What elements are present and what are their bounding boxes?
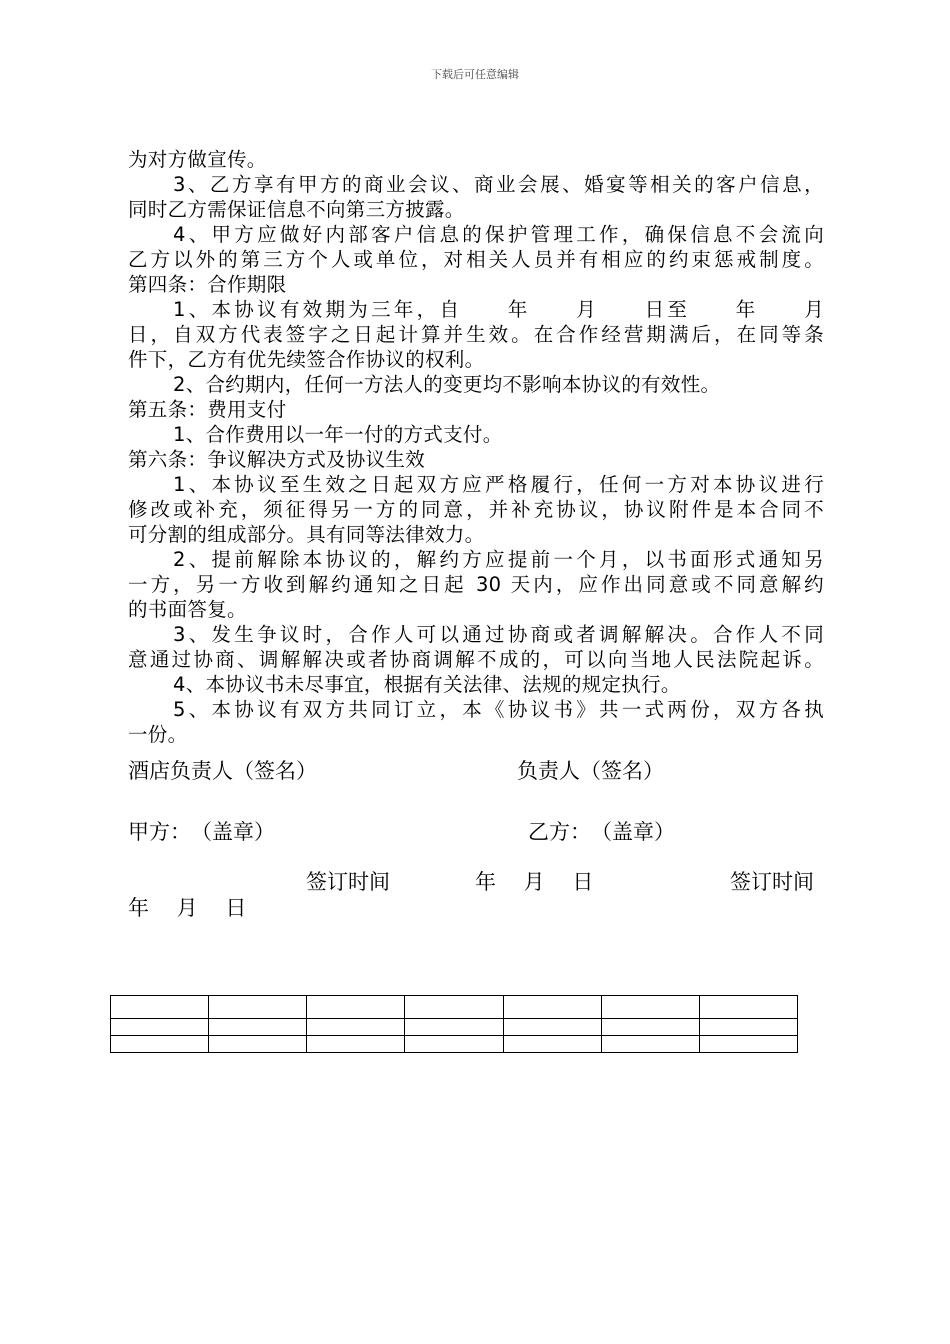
party-b-seal-label: 乙方： （盖章） [528,820,675,844]
party-a-seal-label: 甲方： （盖章） [128,820,275,844]
footer-table [110,995,798,1053]
table-cell [209,996,307,1019]
paragraph-line: 一方，另一方收到解约通知之日起 30 天内，应作出同意或不同意解约 [128,573,824,596]
paragraph-line: 件下，乙方有优先续签合作协议的权利。 [128,348,485,371]
paragraph-line: 3、乙方享有甲方的商业会议、商业会展、婚宴等相关的客户信息， [173,173,824,196]
table-cell [503,1036,601,1053]
paragraph-line: 1、本协议有效期为三年，自 年 月 日至 年 月 [173,298,824,321]
paragraph-line: 为对方做宣传。 [128,148,267,171]
paragraph-line: 乙方以外的第三方个人或单位，对相关人员并有相应的约束惩戒制度。 [128,248,824,271]
sign-time-label: 签订时间 [730,870,814,894]
paragraph-line: 意通过协商、调解解决或者协商调解不成的，可以向当地人民法院起诉。 [128,648,824,671]
table-cell [601,996,699,1019]
table-cell [209,1036,307,1053]
section-heading: 第六条：争议解决方式及协议生效 [128,448,426,471]
table-cell [405,996,503,1019]
table-cell [307,1019,405,1036]
table-cell [699,996,797,1019]
table-cell [111,1036,209,1053]
hotel-rep-signature-label: 酒店负责人（签名） [128,759,317,783]
table-cell [503,996,601,1019]
table-cell [699,1036,797,1053]
section-heading: 第五条：费用支付 [128,398,287,421]
paragraph-line: 1、本协议至生效之日起双方应严格履行，任何一方对本协议进行 [173,473,824,496]
table-cell [307,996,405,1019]
table-cell [111,1019,209,1036]
table-cell [209,1019,307,1036]
paragraph-line: 5、本协议有双方共同订立，本《协议书》共一式两份，双方各执 [173,698,824,721]
paragraph-line: 2、提前解除本协议的，解约方应提前一个月，以书面形式通知另 [173,548,824,571]
rep-signature-label: 负责人（签名） [517,759,664,783]
paragraph-line: 3、发生争议时，合作人可以通过协商或者调解解决。合作人不同 [173,623,824,646]
sign-time-label: 签订时间 [306,870,390,894]
table-row [111,996,798,1019]
paragraph-line: 可分割的组成部分。具有同等法律效力。 [128,523,485,546]
table-cell [405,1036,503,1053]
paragraph-line: 2、合约期内，任何一方法人的变更均不影响本协议的有效性。 [173,373,721,396]
section-heading: 第四条：合作期限 [128,273,287,296]
paragraph-line: 修改或补充，须征得另一方的同意，并补充协议，协议附件是本合同不 [128,498,824,521]
sign-date-label: 年 月 日 [128,896,247,920]
paragraph-line: 日，自双方代表签字之日起计算并生效。在合作经营期满后，在同等条 [128,323,824,346]
table-cell [699,1019,797,1036]
table-cell [601,1036,699,1053]
table-row [111,1036,798,1053]
paragraph-line: 1、合作费用以一年一付的方式支付。 [173,423,503,446]
paragraph-line: 一份。 [128,723,188,746]
paragraph-line: 4、甲方应做好内部客户信息的保护管理工作，确保信息不会流向 [173,223,824,246]
paragraph-line: 的书面答复。 [128,598,247,621]
page-header: 下载后可任意编辑 [431,68,519,81]
table-cell [307,1036,405,1053]
paragraph-line: 4、本协议书未尽事宜，根据有关法律、法规的规定执行。 [173,673,681,696]
paragraph-line: 同时乙方需保证信息不向第三方披露。 [128,198,465,221]
table-cell [405,1019,503,1036]
sign-date-label: 年 月 日 [475,870,594,894]
table-row [111,1019,798,1036]
table-cell [601,1019,699,1036]
table-cell [503,1019,601,1036]
table-cell [111,996,209,1019]
